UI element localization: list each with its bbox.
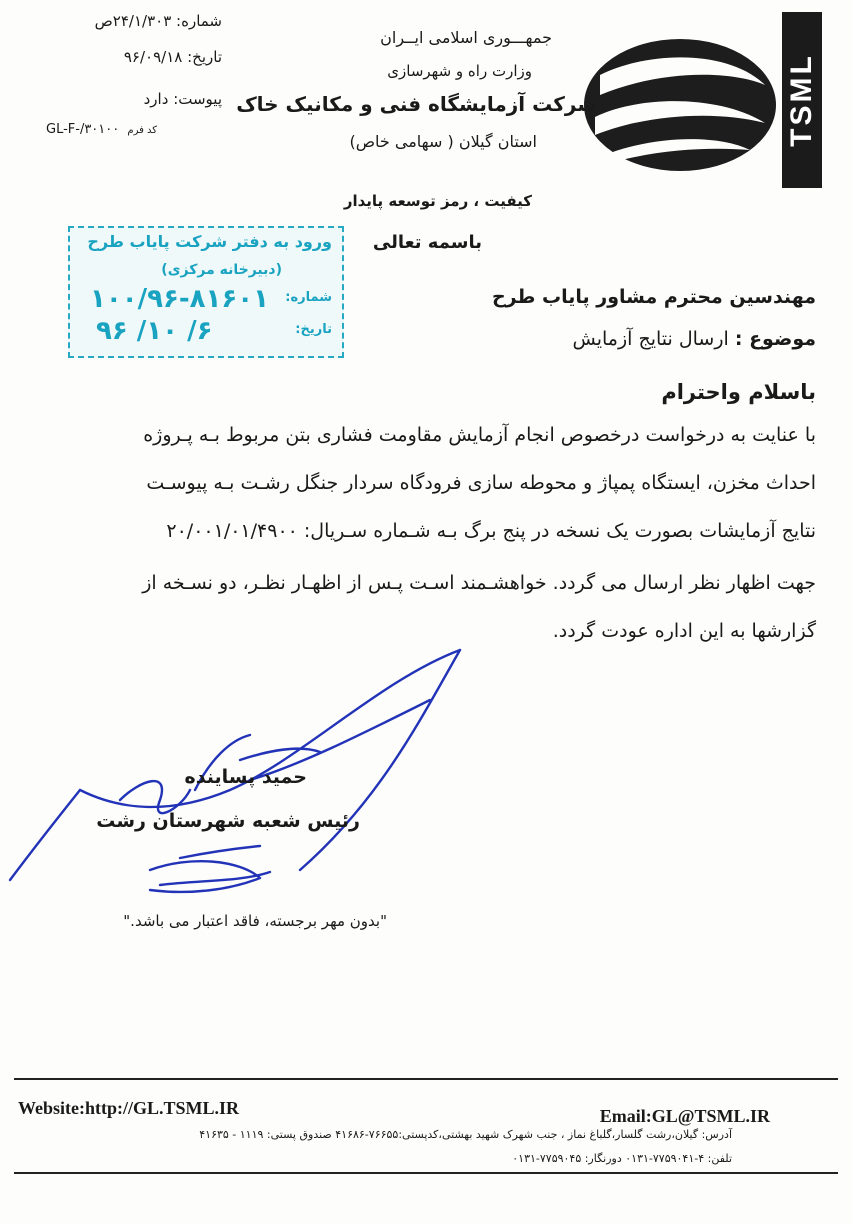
meta-attachment <box>62 90 222 108</box>
footer-divider-top <box>14 1078 838 1080</box>
meta-attachment-value: دارد <box>143 90 169 108</box>
meta-date-label: تاریخ: <box>187 48 222 66</box>
subject <box>572 328 816 350</box>
meta-number <box>62 12 222 30</box>
meta-form-code <box>46 122 157 137</box>
body-line: احداث مخزن، ایستگاه پمپاژ و محوطه سازی فرودگاه سردار جنگل رشـت بـه پیوسـت <box>146 472 816 494</box>
validity-note: "بدون مهر برجسته، فاقد اعتبار می باشد." <box>123 912 387 930</box>
meta-attachment-label: پیوست: <box>173 90 222 108</box>
footer-phone: تلفن: ۴-۷۷۵۹۰۴۱-۰۱۳۱ دورنگار: ۷۷۵۹۰۴۵-۰۱۳۱ <box>512 1152 732 1165</box>
body-line: گزارشها به این اداره عودت گردد. <box>552 620 816 642</box>
footer-address: آدرس: گیلان،رشت گلسار،گلباغ نماز ، جنب شهرک شهید بهشتی،کدپستی:۷۶۶۵۵-۴۱۶۸۶ صندوق پستی: ۱۱۱۹ - ۴۱۶۳۵ <box>199 1128 732 1141</box>
greeting: باسلام واحترام <box>661 380 816 404</box>
subject-value: ارسال نتایج آزمایش <box>572 328 729 350</box>
signer-name: حمید پساینده <box>184 766 307 788</box>
body-line: جهت اظهار نظر ارسال می گردد. خواهشـمند اسـت پـس از اظهـار نظـر، دو نسـخه از <box>142 572 816 594</box>
meta-form-code-value: GL-F-/۳۰۱۰۰ <box>46 122 120 137</box>
header-province: استان گیلان ( سهامی خاص) <box>349 132 537 151</box>
meta-number-value: ۲۴/۱/۳۰۳ص <box>94 12 172 30</box>
stamp-line2: (دبیرخانه مرکزی) <box>161 262 282 278</box>
signer-title: رئیس شعبه شهرستان رشت <box>96 810 360 832</box>
bismillah: باسمه تعالی <box>372 232 482 253</box>
logo-emblem-icon <box>580 35 780 175</box>
logo-bar <box>782 12 822 188</box>
stamp-date-value: ۹۶ /۱۰ /۶ <box>96 316 213 346</box>
stamp-line1: ورود به دفتر شرکت پایاب طرح <box>87 232 332 251</box>
meta-date-value: ۹۶/۰۹/۱۸ <box>123 48 183 66</box>
footer-website[interactable]: Website:http://GL.TSML.IR <box>18 1098 240 1118</box>
header-company: شرکت آزمایشگاه فنی و مکانیک خاک <box>236 92 597 116</box>
footer-email[interactable]: Email:GL@TSML.IR <box>599 1106 770 1126</box>
subject-label: موضوع : <box>734 328 816 350</box>
header-ministry: وزارت راه و شهرسازی <box>387 62 532 80</box>
stamp-date-label: تاریخ: <box>295 322 332 337</box>
body-line: با عنایت به درخواست درخصوص انجام آزمایش مقاومت فشاری بتن مربوط بـه پـروژه <box>143 424 816 446</box>
body-line: نتایج آزمایشات بصورت یک نسخه در پنج برگ بـه شـماره سـریال: ۲۰/۰۰۱/۰۱/۴۹۰۰ <box>166 520 816 542</box>
stamp-number-value: ۱۰۰/۹۶-۸۱۶۰۱ <box>90 284 269 314</box>
meta-form-code-label: کد فرم <box>127 125 158 136</box>
received-stamp <box>68 226 344 358</box>
header-country: جمهـــوری اسلامی ایــران <box>380 28 552 47</box>
meta-number-label: شماره: <box>176 12 222 30</box>
recipient: مهندسین محترم مشاور پایاب طرح <box>491 286 816 308</box>
meta-date <box>62 48 222 66</box>
logo-text: TSML <box>785 53 818 147</box>
stamp-number-label: شماره: <box>285 290 332 305</box>
motto: کیفیت ، رمز توسعه پایدار <box>343 192 532 210</box>
footer-divider-bottom <box>14 1172 838 1174</box>
